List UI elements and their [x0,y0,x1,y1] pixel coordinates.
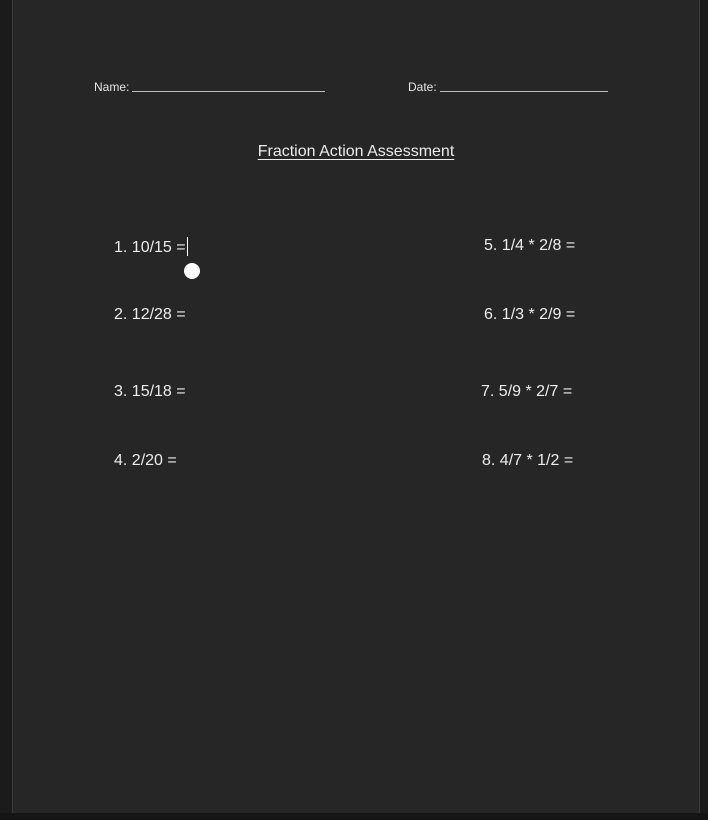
date-label: Date: [408,80,437,94]
problem-4[interactable]: 4. 2/20 = [114,452,177,469]
problem-8[interactable]: 8. 4/7 * 1/2 = [482,452,574,469]
selection-handle[interactable] [184,263,200,279]
date-field[interactable] [408,80,608,94]
worksheet-page [12,0,700,813]
name-field[interactable] [94,80,325,94]
problem-3[interactable]: 3. 15/18 = [114,383,186,400]
worksheet-title: Fraction Action Assessment [257,143,455,160]
text-caret [187,237,188,256]
problem-5[interactable]: 5. 1/4 * 2/8 = [484,237,576,254]
date-blank-line[interactable] [440,90,608,92]
name-label: Name: [94,80,130,94]
problem-7[interactable]: 7. 5/9 * 2/7 = [481,383,573,400]
problem-2[interactable]: 2. 12/28 = [114,306,186,323]
problem-1[interactable] [114,237,188,257]
problem-1-text: 1. 10/15 = [114,239,186,256]
bottom-edge-strip [0,813,708,820]
problem-6[interactable]: 6. 1/3 * 2/9 = [484,306,576,323]
name-blank-line[interactable] [132,90,325,92]
